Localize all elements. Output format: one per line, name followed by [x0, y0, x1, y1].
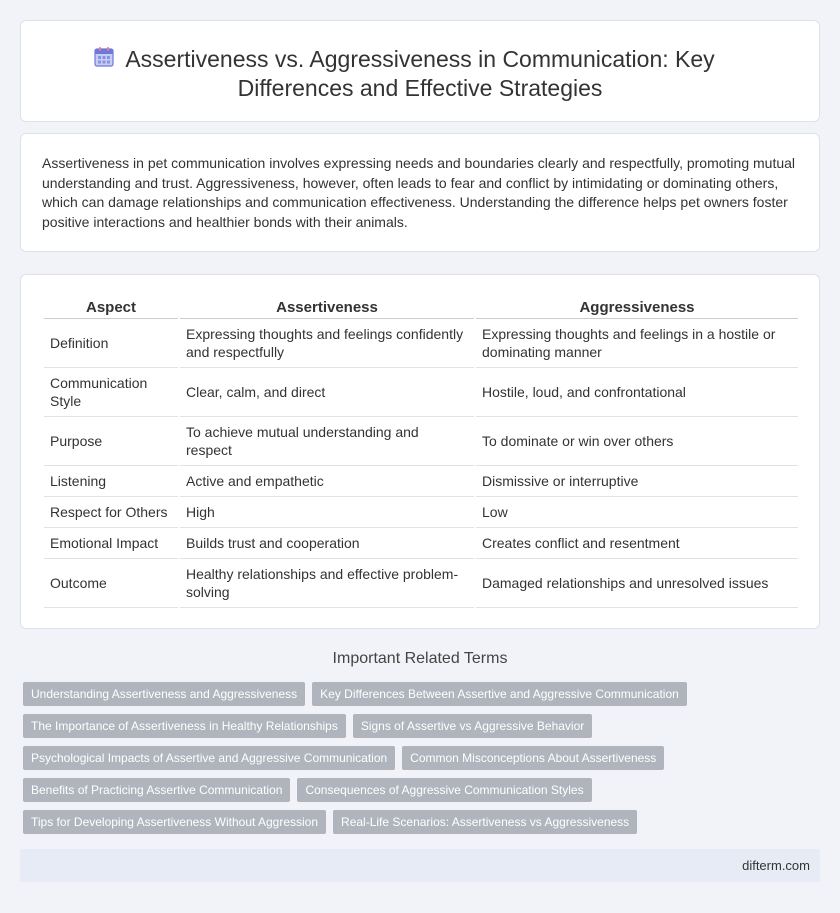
table-row [44, 417, 798, 466]
table-cell: Creates conflict and resentment [476, 528, 798, 559]
intro-paragraph: Assertiveness in pet communication involves expressing needs and boundaries clearly and respectfully, promoting mutual understanding and trust. Aggressiveness, however, often leads to fear and conflict by intimidating or dominating others, which can damage relationships and communication effectiveness. Understanding the difference helps pet owners foster positive interactions and healthier bonds with their animals. [42, 155, 796, 230]
related-terms-title: Important Related Terms [332, 650, 508, 667]
related-term-link[interactable]: Understanding Assertiveness and Aggressiveness [23, 682, 305, 706]
footer-site-link[interactable]: difterm.com [742, 858, 810, 873]
table-cell: Purpose [44, 417, 178, 466]
related-term-link[interactable]: Tips for Developing Assertiveness Without Aggression [23, 810, 326, 834]
table-cell: Dismissive or interruptive [476, 466, 798, 497]
table-cell: Listening [44, 466, 178, 497]
table-header-row [44, 294, 798, 319]
related-term-link[interactable]: Signs of Assertive vs Aggressive Behavior [353, 714, 592, 738]
table-cell: Healthy relationships and effective problem-solving [180, 559, 474, 608]
column-header: Aggressiveness [476, 294, 798, 319]
table-row [44, 466, 798, 497]
page-title: Assertiveness vs. Aggressiveness in Communication: Key Differences and Effective Strategies [125, 46, 715, 101]
comparison-card [20, 274, 820, 629]
related-term-link[interactable]: Consequences of Aggressive Communication Styles [297, 778, 591, 802]
table-row [44, 319, 798, 368]
table-cell: Definition [44, 319, 178, 368]
column-header: Assertiveness [180, 294, 474, 319]
related-term-link[interactable]: The Importance of Assertiveness in Healthy Relationships [23, 714, 346, 738]
table-cell: To achieve mutual understanding and respect [180, 417, 474, 466]
related-terms-list [23, 682, 703, 842]
table-row [44, 528, 798, 559]
table-cell: Respect for Others [44, 497, 178, 528]
table-cell: High [180, 497, 474, 528]
related-term-link[interactable]: Real-Life Scenarios: Assertiveness vs Aggressiveness [333, 810, 637, 834]
table-cell: Damaged relationships and unresolved issues [476, 559, 798, 608]
table-cell: Clear, calm, and direct [180, 368, 474, 417]
table-row [44, 368, 798, 417]
column-header: Aspect [44, 294, 178, 319]
table-cell: Emotional Impact [44, 528, 178, 559]
related-term-link[interactable]: Common Misconceptions About Assertiveness [402, 746, 664, 770]
table-cell: Expressing thoughts and feelings confidently and respectfully [180, 319, 474, 368]
table-cell: Builds trust and cooperation [180, 528, 474, 559]
related-term-link[interactable]: Benefits of Practicing Assertive Communication [23, 778, 290, 802]
table-cell: Outcome [44, 559, 178, 608]
table-cell: Hostile, loud, and confrontational [476, 368, 798, 417]
table-row [44, 497, 798, 528]
header-card [20, 20, 820, 122]
table-cell: To dominate or win over others [476, 417, 798, 466]
table-cell: Active and empathetic [180, 466, 474, 497]
table-cell: Expressing thoughts and feelings in a hostile or dominating manner [476, 319, 798, 368]
footer-bar [20, 849, 820, 882]
intro-card [20, 133, 820, 252]
table-cell: Communication Style [44, 368, 178, 417]
related-term-link[interactable]: Psychological Impacts of Assertive and Aggressive Communication [23, 746, 395, 770]
comparison-table [42, 294, 800, 608]
table-cell: Low [476, 497, 798, 528]
related-term-link[interactable]: Key Differences Between Assertive and Aggressive Communication [312, 682, 687, 706]
table-row [44, 559, 798, 608]
